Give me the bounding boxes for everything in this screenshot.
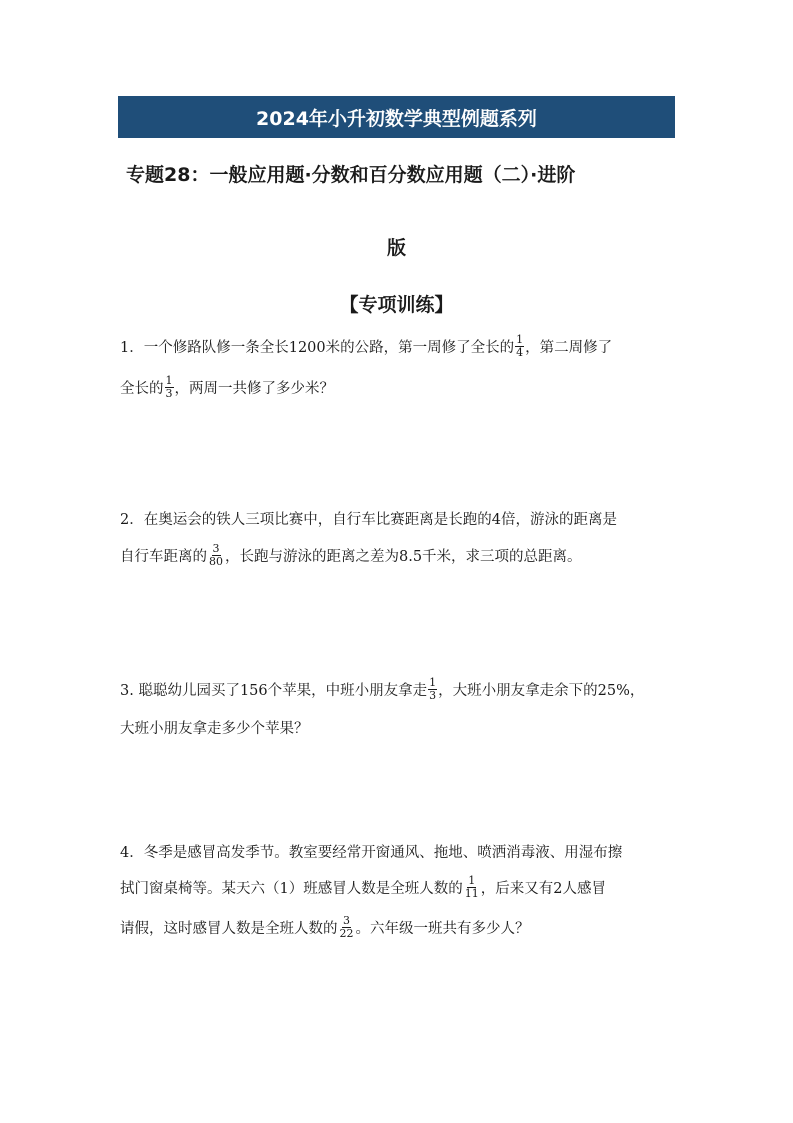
problem-4-text-c: ，后来又有2人感冒 (480, 880, 606, 897)
fraction: $\frac{1}{4}$ (516, 332, 524, 359)
fraction: $\frac{3}{80}$ (209, 541, 223, 568)
problem-2-text-c: ，长跑与游泳的距离之差为8.5千米，求三项的总距离。 (225, 548, 582, 565)
problem-1-text-b: ，第二周修了 (525, 339, 613, 356)
problem-1-line-1 (120, 331, 612, 361)
problem-4-text-b: 拭门窗桌椅等。某天六（1）班感冒人数是全班人数的 (120, 880, 463, 897)
section-heading: 【专项训练】 (339, 294, 454, 316)
problem-1-line-2 (120, 372, 334, 402)
problem-2-line-1 (120, 503, 617, 533)
fraction: $\frac{1}{11}$ (464, 873, 479, 900)
problem-3-text-c: 大班小朋友拿走多少个苹果？ (120, 720, 309, 737)
problem-4-text-e: 。六年级一班共有多少人？ (355, 920, 530, 937)
problem-4-line-2 (120, 872, 606, 902)
problem-1-text-c: 全长的 (120, 380, 164, 397)
problem-3-line-1 (120, 674, 644, 704)
problem-2-text-a: 2．在奥运会的铁人三项比赛中，自行车比赛距离是长跑的4倍，游泳的距离是 (120, 511, 617, 528)
fraction: $\frac{1}{3}$ (165, 373, 173, 400)
problem-4-line-1 (120, 836, 622, 866)
problem-4-text-d: 请假，这时感冒人数是全班人数的 (120, 920, 338, 937)
series-title: 2024年小升初数学典型例题系列 (256, 107, 537, 130)
problem-3-text-a: 3. 聪聪幼儿园买了156个苹果，中班小朋友拿走 (120, 682, 428, 699)
problem-1-text-d: ，两周一共修了多少米？ (174, 380, 334, 397)
problem-4-text-a: 4．冬季是感冒高发季节。教室要经常开窗通风、拖地、喷洒消毒液、用湿布擦 (120, 844, 623, 861)
topic-title-line2: 版 (386, 237, 406, 259)
fraction: $\frac{3}{22}$ (339, 913, 354, 940)
problem-3-line-2 (120, 712, 309, 742)
problem-4-line-3 (120, 912, 530, 942)
problem-3-text-b: ，大班小朋友拿走余下的25%， (438, 682, 645, 699)
fraction: $\frac{1}{3}$ (429, 675, 437, 702)
series-title-banner (118, 96, 675, 138)
problem-1-text-a: 1．一个修路队修一条全长1200米的公路，第一周修了全长的 (120, 339, 515, 356)
problem-2-text-b: 自行车距离的 (120, 548, 207, 565)
problem-2-line-2 (120, 540, 582, 570)
topic-title-line1: 专题28：一般应用题·分数和百分数应用题（二）·进阶 (126, 164, 576, 186)
